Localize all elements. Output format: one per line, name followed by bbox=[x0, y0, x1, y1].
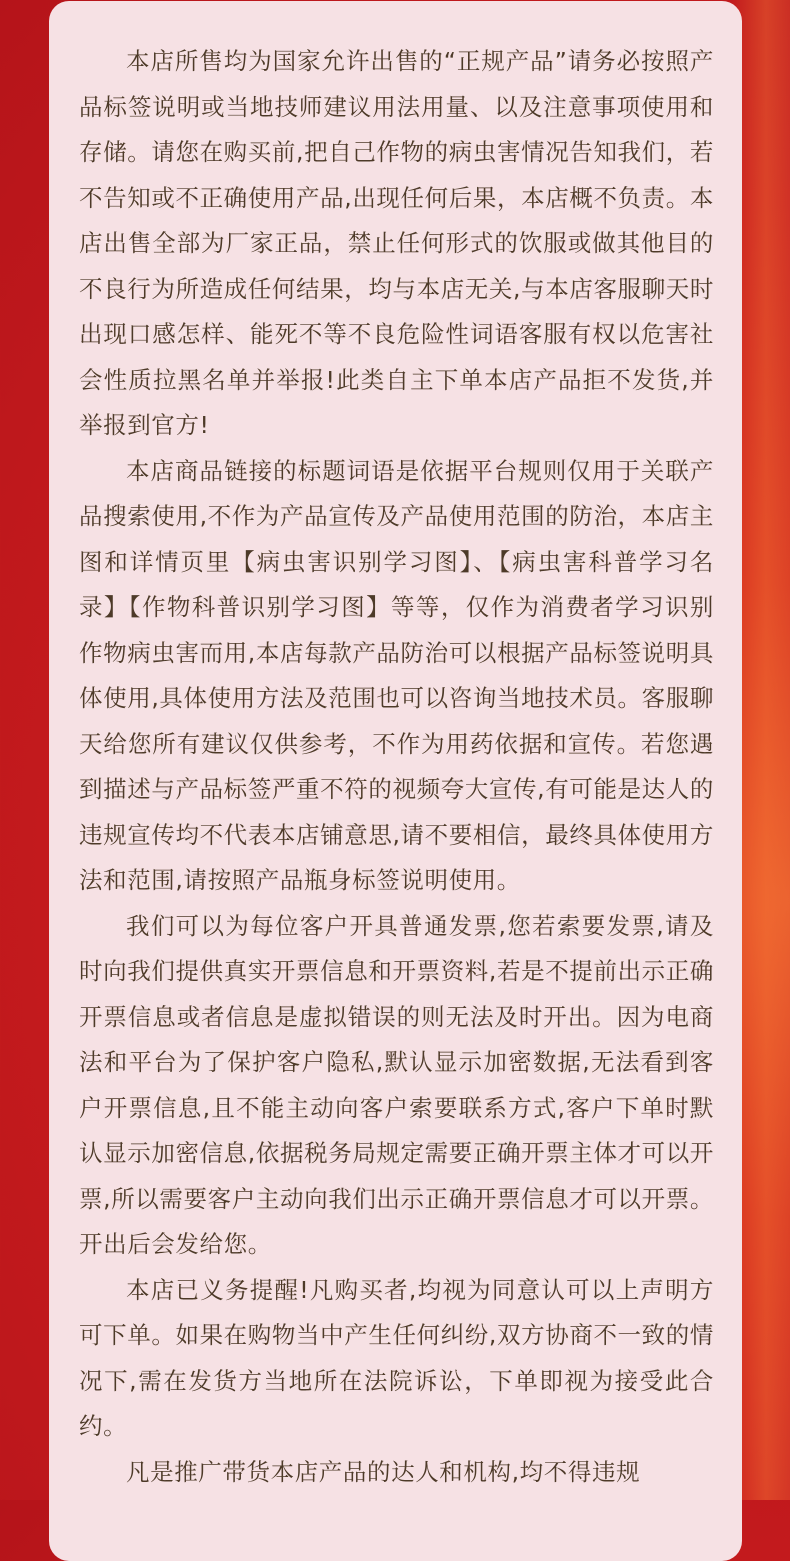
notice-paragraph-promoters: 凡是推广带货本店产品的达人和机构,均不得违规 bbox=[126, 1457, 641, 1486]
notice-paragraph-agreement: 本店已义务提醒!凡购买者,均视为同意认可以上声明方可下单。如果在购物当中产生任何纠纷,双方协商不一致的情况下,需在发货方当地所在法院诉讼，下单即视为接受此合约。 bbox=[79, 1275, 714, 1440]
notice-card bbox=[49, 1, 742, 1561]
notice-paragraph-title-keywords: 本店商品链接的标题词语是依据平台规则仅用于关联产品搜索使用,不作为产品宣传及产品使用范围的防治，本店主图和详情页里【病虫害识别学习图】、【病虫害科普学习名录】【作物科普识别学习图】等等，仅作为消费者学习识别作物病虫害而用,本店每款产品防治可以根据产品标签说明具体使用,具体使用方法及范围也可以咨询当地技术员。客服聊天给您所有建议仅供参考，不作为用药依据和宣传。若您遇到描述与产品标签严重不符的视频夸大宣传,有可能是达人的违规宣传均不代表本店铺意思,请不要相信，最终具体使用方法和范围,请按照产品瓶身标签说明使用。 bbox=[79, 456, 714, 894]
notice-paragraph-invoice: 我们可以为每位客户开具普通发票,您若索要发票,请及时向我们提供真实开票信息和开票资料,若是不提前出示正确开票信息或者信息是虚拟错误的则无法及时开出。因为电商法和平台为了保护客户隐私,默认显示加密数据,无法看到客户开票信息,且不能主动向客户索要联系方式,客户下单时默认显示加密信息,依据税务局规定需要正确开票主体才可以开票,所以需要客户主动向我们出示正确开票信息才可以开票。开出后会发给您。 bbox=[79, 911, 714, 1258]
notice-paragraph-authentic-products: 本店所售均为国家允许出售的“正规产品”请务必按照产品标签说明或当地技师建议用法用量、以及注意事项使用和存储。请您在购买前,把自己作物的病虫害情况告知我们，若不告知或不正确使用产品,出现任何后果，本店概不负责。本店出售全部为厂家正品，禁止任何形式的饮服或做其他目的不良行为所造成任何结果，均与本店无关,与本店客服聊天时出现口感怎样、能死不等不良危险性词语客服有权以危害社会性质拉黑名单并举报!此类自主下单本店产品拒不发货,并举报到官方! bbox=[79, 47, 714, 439]
